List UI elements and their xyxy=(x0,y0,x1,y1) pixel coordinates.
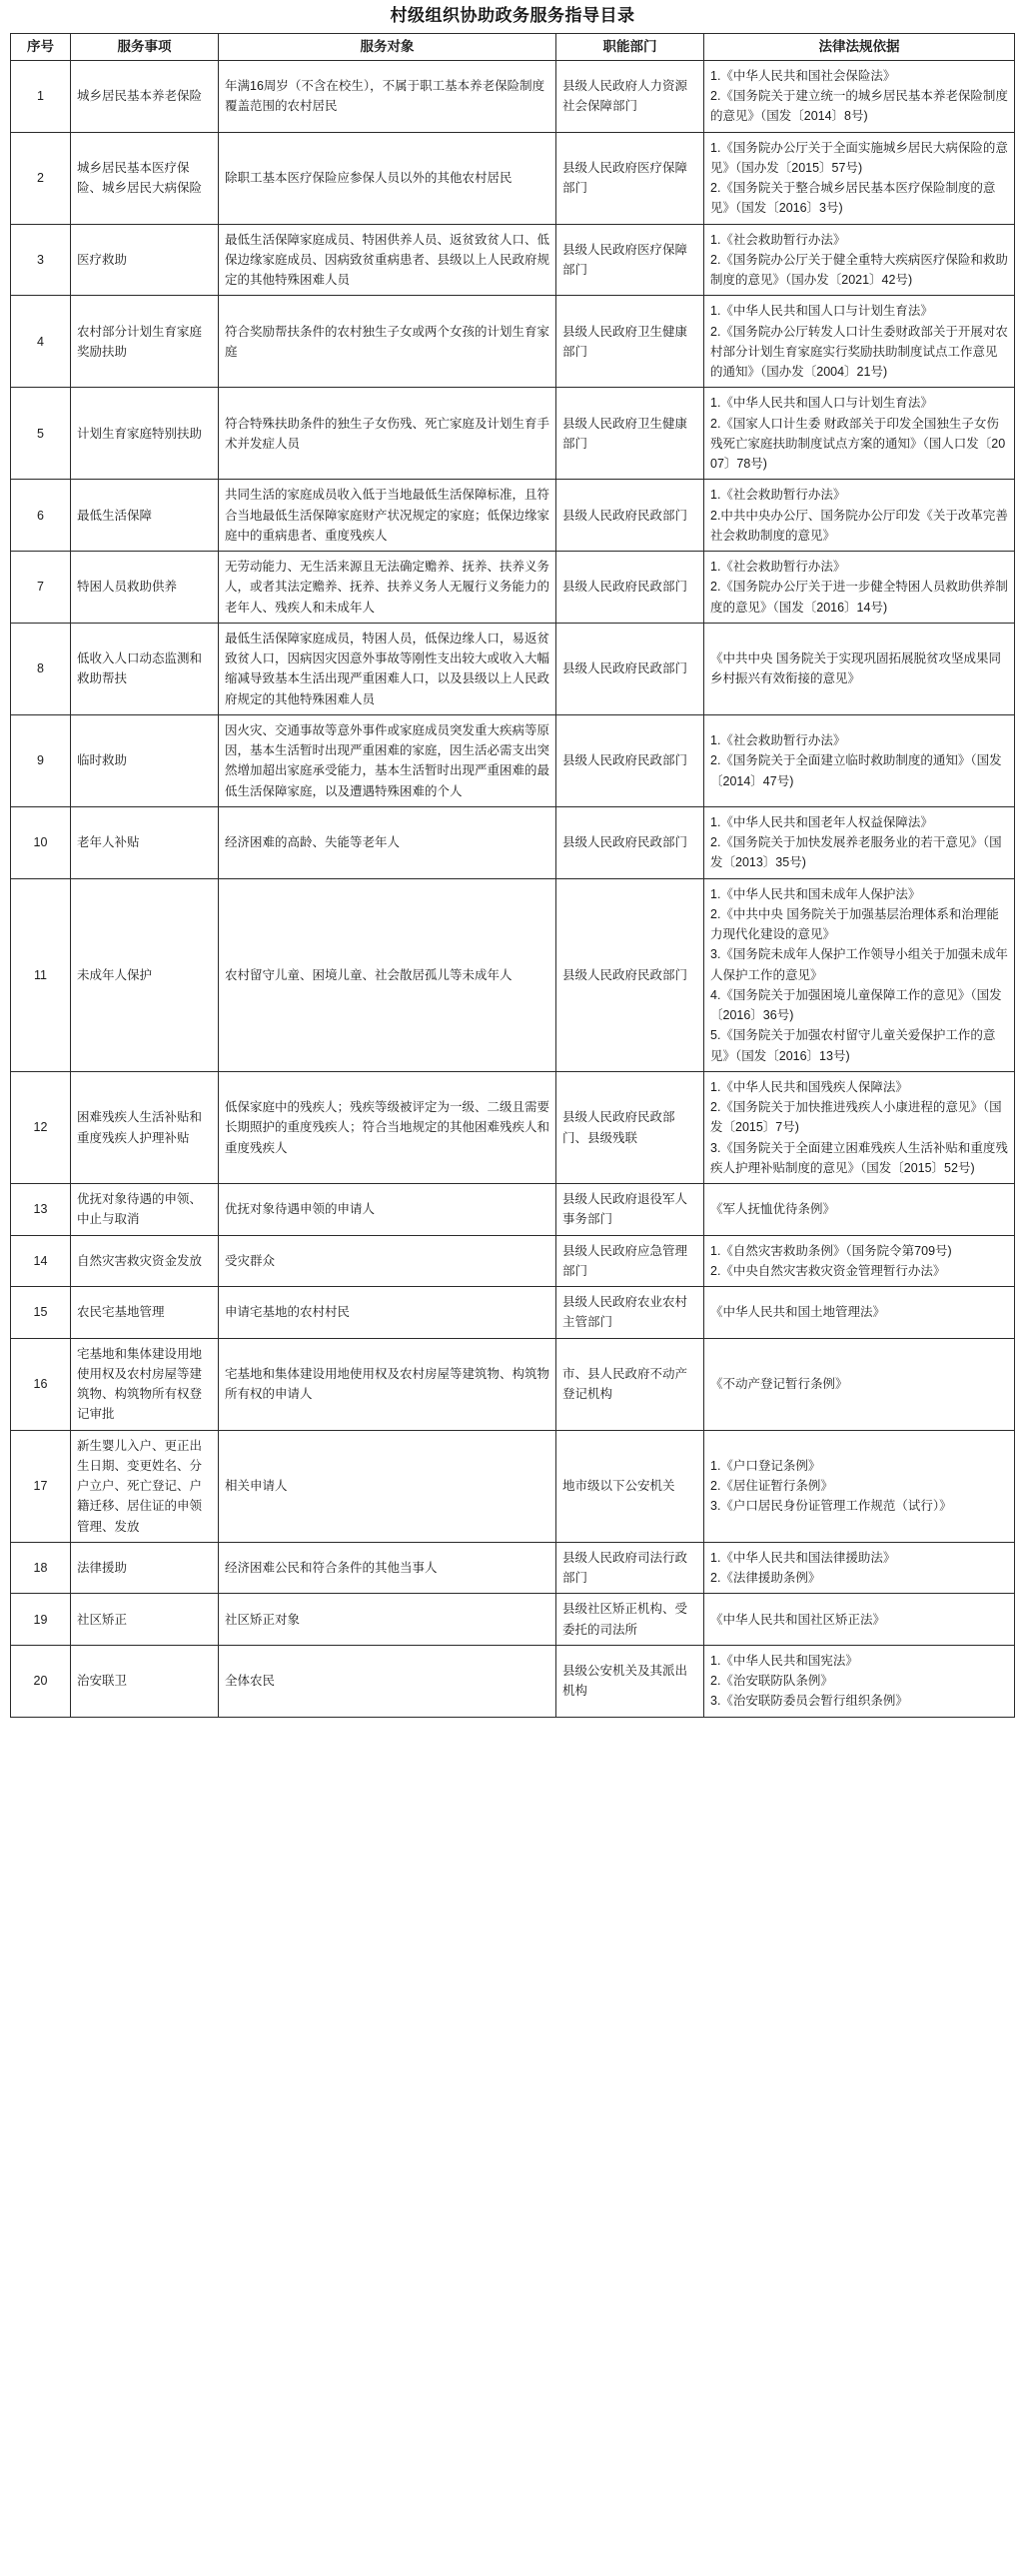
legal-basis-line: 1.《中华人民共和国社会保险法》 xyxy=(710,68,896,83)
cell-legal-basis xyxy=(704,1071,1015,1183)
page-title: 村级组织协助政务服务指导目录 xyxy=(390,6,635,25)
cell-service-target: 相关申请人 xyxy=(219,1430,556,1542)
legal-basis-line: 1.《中华人民共和国人口与计划生育法》 xyxy=(710,304,933,319)
table-row xyxy=(11,388,1015,480)
cell-seq: 10 xyxy=(11,806,71,878)
cell-department: 地市级以下公安机关 xyxy=(556,1430,704,1542)
cell-service-item: 困难残疾人生活补贴和重度残疾人护理补贴 xyxy=(71,1071,219,1183)
cell-department: 县级人民政府民政部门 xyxy=(556,878,704,1071)
table-row xyxy=(11,806,1015,878)
cell-department: 县级人民政府民政部门 xyxy=(556,623,704,714)
cell-service-target: 符合特殊扶助条件的独生子女伤残、死亡家庭及计划生育手术并发症人员 xyxy=(219,388,556,480)
cell-department: 县级人民政府退役军人事务部门 xyxy=(556,1184,704,1236)
cell-legal-basis xyxy=(704,296,1015,388)
cell-legal-basis xyxy=(704,1430,1015,1542)
cell-legal-basis xyxy=(704,1594,1015,1646)
cell-service-target: 受灾群众 xyxy=(219,1235,556,1287)
cell-seq: 12 xyxy=(11,1071,71,1183)
legal-basis-line: 1.《社会救助暂行办法》 xyxy=(710,733,846,748)
cell-seq: 4 xyxy=(11,296,71,388)
legal-basis-line: 1.《中华人民共和国老年人权益保障法》 xyxy=(710,814,933,829)
legal-basis-line: 1.《中华人民共和国人口与计划生育法》 xyxy=(710,396,933,411)
cell-department: 县级人民政府卫生健康部门 xyxy=(556,388,704,480)
cell-service-item: 城乡居民基本医疗保险、城乡居民大病保险 xyxy=(71,132,219,224)
cell-legal-basis xyxy=(704,1645,1015,1717)
cell-service-target: 优抚对象待遇申领的申请人 xyxy=(219,1184,556,1236)
legal-basis-line: 1.《自然灾害救助条例》（国务院令第709号) xyxy=(710,1243,952,1258)
cell-seq: 14 xyxy=(11,1235,71,1287)
legal-basis-line: 2.中共中央办公厅、国务院办公厅印发《关于改革完善社会救助制度的意见》 xyxy=(710,508,1008,543)
table-row xyxy=(11,1338,1015,1430)
cell-service-item: 优抚对象待遇的申领、中止与取消 xyxy=(71,1184,219,1236)
legal-basis-line: 1.《中华人民共和国残疾人保障法》 xyxy=(710,1079,908,1094)
cell-service-target: 申请宅基地的农村村民 xyxy=(219,1287,556,1339)
cell-seq: 19 xyxy=(11,1594,71,1646)
cell-legal-basis xyxy=(704,224,1015,296)
cell-legal-basis xyxy=(704,1338,1015,1430)
cell-legal-basis xyxy=(704,132,1015,224)
legal-basis-line: 2.《居住证暂行条例》 xyxy=(710,1479,833,1494)
legal-basis-line: 2.《国务院办公厅转发人口计生委财政部关于开展对农村部分计划生育家庭实行奖励扶助制度试点工作意见的通知》（国办发〔2004〕21号) xyxy=(710,324,1008,380)
cell-department: 县级人民政府民政部门 xyxy=(556,714,704,806)
cell-service-target: 最低生活保障家庭成员，特困人员，低保边缘人口，易返贫致贫人口，因病因灾因意外事故等刚性支出较大或收入大幅缩减导致基本生活出现严重困难人口，以及县级以上人民政府规定的其他特殊困难人员 xyxy=(219,623,556,714)
cell-seq: 6 xyxy=(11,480,71,552)
cell-service-target: 全体农民 xyxy=(219,1645,556,1717)
cell-legal-basis xyxy=(704,714,1015,806)
column-header-seq: 序号 xyxy=(11,34,71,61)
cell-service-item: 临时救助 xyxy=(71,714,219,806)
cell-legal-basis xyxy=(704,60,1015,132)
table-row xyxy=(11,1235,1015,1287)
legal-basis-line: 3.《国务院未成年人保护工作领导小组关于加强未成年人保护工作的意见》 xyxy=(710,947,1008,982)
legal-basis-line: 2.《法律援助条例》 xyxy=(710,1571,821,1586)
legal-basis-line: 1.《社会救助暂行办法》 xyxy=(710,488,846,503)
legal-basis-line: 2.《国家人口计生委 财政部关于印发全国独生子女伤残死亡家庭扶助制度试点方案的通知》（国人口发〔2007〕78号) xyxy=(710,416,1006,472)
cell-department: 县级人民政府司法行政部门 xyxy=(556,1542,704,1594)
table-row xyxy=(11,1184,1015,1236)
table-row xyxy=(11,296,1015,388)
cell-service-target: 除职工基本医疗保险应参保人员以外的其他农村居民 xyxy=(219,132,556,224)
cell-seq: 15 xyxy=(11,1287,71,1339)
legal-basis-line: 2.《国务院关于全面建立临时救助制度的通知》（国发〔2014〕47号) xyxy=(710,753,1002,788)
cell-seq: 3 xyxy=(11,224,71,296)
cell-service-target: 农村留守儿童、困境儿童、社会散居孤儿等未成年人 xyxy=(219,878,556,1071)
cell-department: 县级人民政府人力资源社会保障部门 xyxy=(556,60,704,132)
cell-seq: 1 xyxy=(11,60,71,132)
cell-service-target: 最低生活保障家庭成员、特困供养人员、返贫致贫人口、低保边缘家庭成员、因病致贫重病患者、县级以上人民政府规定的其他特殊困难人员 xyxy=(219,224,556,296)
legal-basis-line: 1.《中华人民共和国宪法》 xyxy=(710,1653,858,1668)
cell-legal-basis xyxy=(704,480,1015,552)
legal-basis-line: 1.《中华人民共和国法律援助法》 xyxy=(710,1550,896,1565)
service-catalog-table xyxy=(10,33,1015,1717)
table-row xyxy=(11,714,1015,806)
cell-department: 县级人民政府医疗保障部门 xyxy=(556,132,704,224)
cell-department: 县级人民政府应急管理部门 xyxy=(556,1235,704,1287)
table-row xyxy=(11,480,1015,552)
cell-service-item: 自然灾害救灾资金发放 xyxy=(71,1235,219,1287)
legal-basis-line: 2.《国务院办公厅关于进一步健全特困人员救助供养制度的意见》（国发〔2016〕14号) xyxy=(710,580,1008,615)
cell-service-target: 因火灾、交通事故等意外事件或家庭成员突发重大疾病等原因，基本生活暂时出现严重困难的家庭，因生活必需支出突然增加超出家庭承受能力，基本生活暂时出现严重困难的最低生活保障家庭，以及遭遇特殊困难的个人 xyxy=(219,714,556,806)
table-row xyxy=(11,1594,1015,1646)
cell-seq: 7 xyxy=(11,552,71,624)
column-header-item: 服务事项 xyxy=(71,34,219,61)
cell-service-target: 经济困难公民和符合条件的其他当事人 xyxy=(219,1542,556,1594)
cell-seq: 11 xyxy=(11,878,71,1071)
cell-legal-basis xyxy=(704,1542,1015,1594)
cell-seq: 17 xyxy=(11,1430,71,1542)
legal-basis-line: 1.《中华人民共和国未成年人保护法》 xyxy=(710,886,921,901)
table-row xyxy=(11,1287,1015,1339)
legal-basis-line: 1.《户口登记条例》 xyxy=(710,1458,821,1473)
cell-service-item: 宅基地和集体建设用地使用权及农村房屋等建筑物、构筑物所有权登记审批 xyxy=(71,1338,219,1430)
cell-service-target: 社区矫正对象 xyxy=(219,1594,556,1646)
legal-basis-line: 《中华人民共和国土地管理法》 xyxy=(710,1305,886,1320)
cell-service-item: 老年人补贴 xyxy=(71,806,219,878)
cell-department: 县级人民政府民政部门 xyxy=(556,552,704,624)
cell-service-item: 未成年人保护 xyxy=(71,878,219,1071)
legal-basis-line: 1.《社会救助暂行办法》 xyxy=(710,232,846,247)
cell-seq: 8 xyxy=(11,623,71,714)
column-header-dept: 职能部门 xyxy=(556,34,704,61)
table-row xyxy=(11,552,1015,624)
cell-department: 县级人民政府民政部门、县级残联 xyxy=(556,1071,704,1183)
cell-service-target: 经济困难的高龄、失能等老年人 xyxy=(219,806,556,878)
cell-service-target: 年满16周岁（不含在校生），不属于职工基本养老保险制度覆盖范围的农村居民 xyxy=(219,60,556,132)
cell-department: 县级人民政府医疗保障部门 xyxy=(556,224,704,296)
cell-legal-basis xyxy=(704,806,1015,878)
cell-service-item: 社区矫正 xyxy=(71,1594,219,1646)
cell-seq: 16 xyxy=(11,1338,71,1430)
legal-basis-line: 《军人抚恤优待条例》 xyxy=(710,1202,836,1217)
cell-department: 县级人民政府农业农村主管部门 xyxy=(556,1287,704,1339)
cell-service-target: 无劳动能力、无生活来源且无法确定赡养、抚养、扶养义务人，或者其法定赡养、抚养、扶养义务人无履行义务能力的老年人、残疾人和未成年人 xyxy=(219,552,556,624)
column-header-target: 服务对象 xyxy=(219,34,556,61)
legal-basis-line: 3.《户口居民身份证管理工作规范（试行）》 xyxy=(710,1499,952,1514)
legal-basis-line: 3.《治安联防委员会暂行组织条例》 xyxy=(710,1694,908,1709)
legal-basis-line: 2.《国务院关于建立统一的城乡居民基本养老保险制度的意见》（国发〔2014〕8号) xyxy=(710,89,1008,124)
legal-basis-line: 2.《治安联防队条例》 xyxy=(710,1674,833,1689)
cell-service-item: 治安联卫 xyxy=(71,1645,219,1717)
table-row xyxy=(11,1542,1015,1594)
legal-basis-line: 2.《中共中央 国务院关于加强基层治理体系和治理能力现代化建设的意见》 xyxy=(710,906,999,942)
cell-legal-basis xyxy=(704,388,1015,480)
legal-basis-line: 2.《中央自然灾害救灾资金管理暂行办法》 xyxy=(710,1263,946,1278)
cell-service-item: 农民宅基地管理 xyxy=(71,1287,219,1339)
cell-service-item: 医疗救助 xyxy=(71,224,219,296)
cell-service-target: 宅基地和集体建设用地使用权及农村房屋等建筑物、构筑物所有权的申请人 xyxy=(219,1338,556,1430)
legal-basis-line: 1.《国务院办公厅关于全面实施城乡居民大病保险的意见》（国办发〔2015〕57号) xyxy=(710,140,1008,175)
cell-seq: 13 xyxy=(11,1184,71,1236)
cell-service-item: 城乡居民基本养老保险 xyxy=(71,60,219,132)
legal-basis-line: 2.《国务院办公厅关于健全重特大疾病医疗保险和救助制度的意见》（国办发〔2021〕42号) xyxy=(710,252,1008,288)
cell-seq: 18 xyxy=(11,1542,71,1594)
cell-seq: 9 xyxy=(11,714,71,806)
table-body xyxy=(11,60,1015,1717)
cell-service-item: 新生婴儿入户、更正出生日期、变更姓名、分户立户、死亡登记、户籍迁移、居住证的申领管理、发放 xyxy=(71,1430,219,1542)
column-header-law: 法律法规依据 xyxy=(704,34,1015,61)
legal-basis-line: 1.《社会救助暂行办法》 xyxy=(710,560,846,575)
legal-basis-line: 4.《国务院关于加强困境儿童保障工作的意见》（国发〔2016〕36号) xyxy=(710,987,1002,1023)
legal-basis-line: 5.《国务院关于加强农村留守儿童关爱保护工作的意见》（国发〔2016〕13号) xyxy=(710,1028,996,1063)
cell-department: 县级人民政府民政部门 xyxy=(556,806,704,878)
table-header xyxy=(11,34,1015,61)
cell-legal-basis xyxy=(704,1287,1015,1339)
cell-department: 县级公安机关及其派出机构 xyxy=(556,1645,704,1717)
table-header-row xyxy=(11,34,1015,61)
legal-basis-line: 《不动产登记暂行条例》 xyxy=(710,1377,848,1392)
table-row xyxy=(11,1645,1015,1717)
cell-seq: 5 xyxy=(11,388,71,480)
cell-department: 县级社区矫正机构、受委托的司法所 xyxy=(556,1594,704,1646)
cell-department: 县级人民政府民政部门 xyxy=(556,480,704,552)
legal-basis-line: 2.《国务院关于整合城乡居民基本医疗保险制度的意见》（国发〔2016〕3号) xyxy=(710,181,996,216)
cell-department: 市、县人民政府不动产登记机构 xyxy=(556,1338,704,1430)
legal-basis-line: 《中华人民共和国社区矫正法》 xyxy=(710,1612,886,1627)
cell-service-item: 最低生活保障 xyxy=(71,480,219,552)
table-row xyxy=(11,224,1015,296)
cell-legal-basis xyxy=(704,623,1015,714)
table-row xyxy=(11,60,1015,132)
cell-legal-basis xyxy=(704,1235,1015,1287)
cell-service-item: 特困人员救助供养 xyxy=(71,552,219,624)
cell-service-item: 法律援助 xyxy=(71,1542,219,1594)
cell-service-target: 低保家庭中的残疾人；残疾等级被评定为一级、二级且需要长期照护的重度残疾人；符合当地规定的其他困难残疾人和重度残疾人 xyxy=(219,1071,556,1183)
table-row xyxy=(11,132,1015,224)
table-row xyxy=(11,623,1015,714)
cell-service-target: 共同生活的家庭成员收入低于当地最低生活保障标准，且符合当地最低生活保障家庭财产状况规定的家庭；低保边缘家庭中的重病患者、重度残疾人 xyxy=(219,480,556,552)
cell-service-target: 符合奖励帮扶条件的农村独生子女或两个女孩的计划生育家庭 xyxy=(219,296,556,388)
cell-seq: 20 xyxy=(11,1645,71,1717)
cell-seq: 2 xyxy=(11,132,71,224)
cell-legal-basis xyxy=(704,878,1015,1071)
table-row xyxy=(11,1071,1015,1183)
cell-department: 县级人民政府卫生健康部门 xyxy=(556,296,704,388)
table-row xyxy=(11,878,1015,1071)
legal-basis-line: 2.《国务院关于加快推进残疾人小康进程的意见》（国发〔2015〕7号) xyxy=(710,1100,1002,1135)
cell-legal-basis xyxy=(704,552,1015,624)
table-row xyxy=(11,1430,1015,1542)
legal-basis-line: 2.《国务院关于加快发展养老服务业的若干意见》（国发〔2013〕35号) xyxy=(710,835,1002,870)
legal-basis-line: 《中共中央 国务院关于实现巩固拓展脱贫攻坚成果同乡村振兴有效衔接的意见》 xyxy=(710,651,1001,686)
cell-legal-basis xyxy=(704,1184,1015,1236)
cell-service-item: 低收入人口动态监测和救助帮扶 xyxy=(71,623,219,714)
cell-service-item: 农村部分计划生育家庭奖励扶助 xyxy=(71,296,219,388)
legal-basis-line: 3.《国务院关于全面建立困难残疾人生活补贴和重度残疾人护理补贴制度的意见》（国发〔2015〕52号) xyxy=(710,1140,1008,1175)
cell-service-item: 计划生育家庭特别扶助 xyxy=(71,388,219,480)
